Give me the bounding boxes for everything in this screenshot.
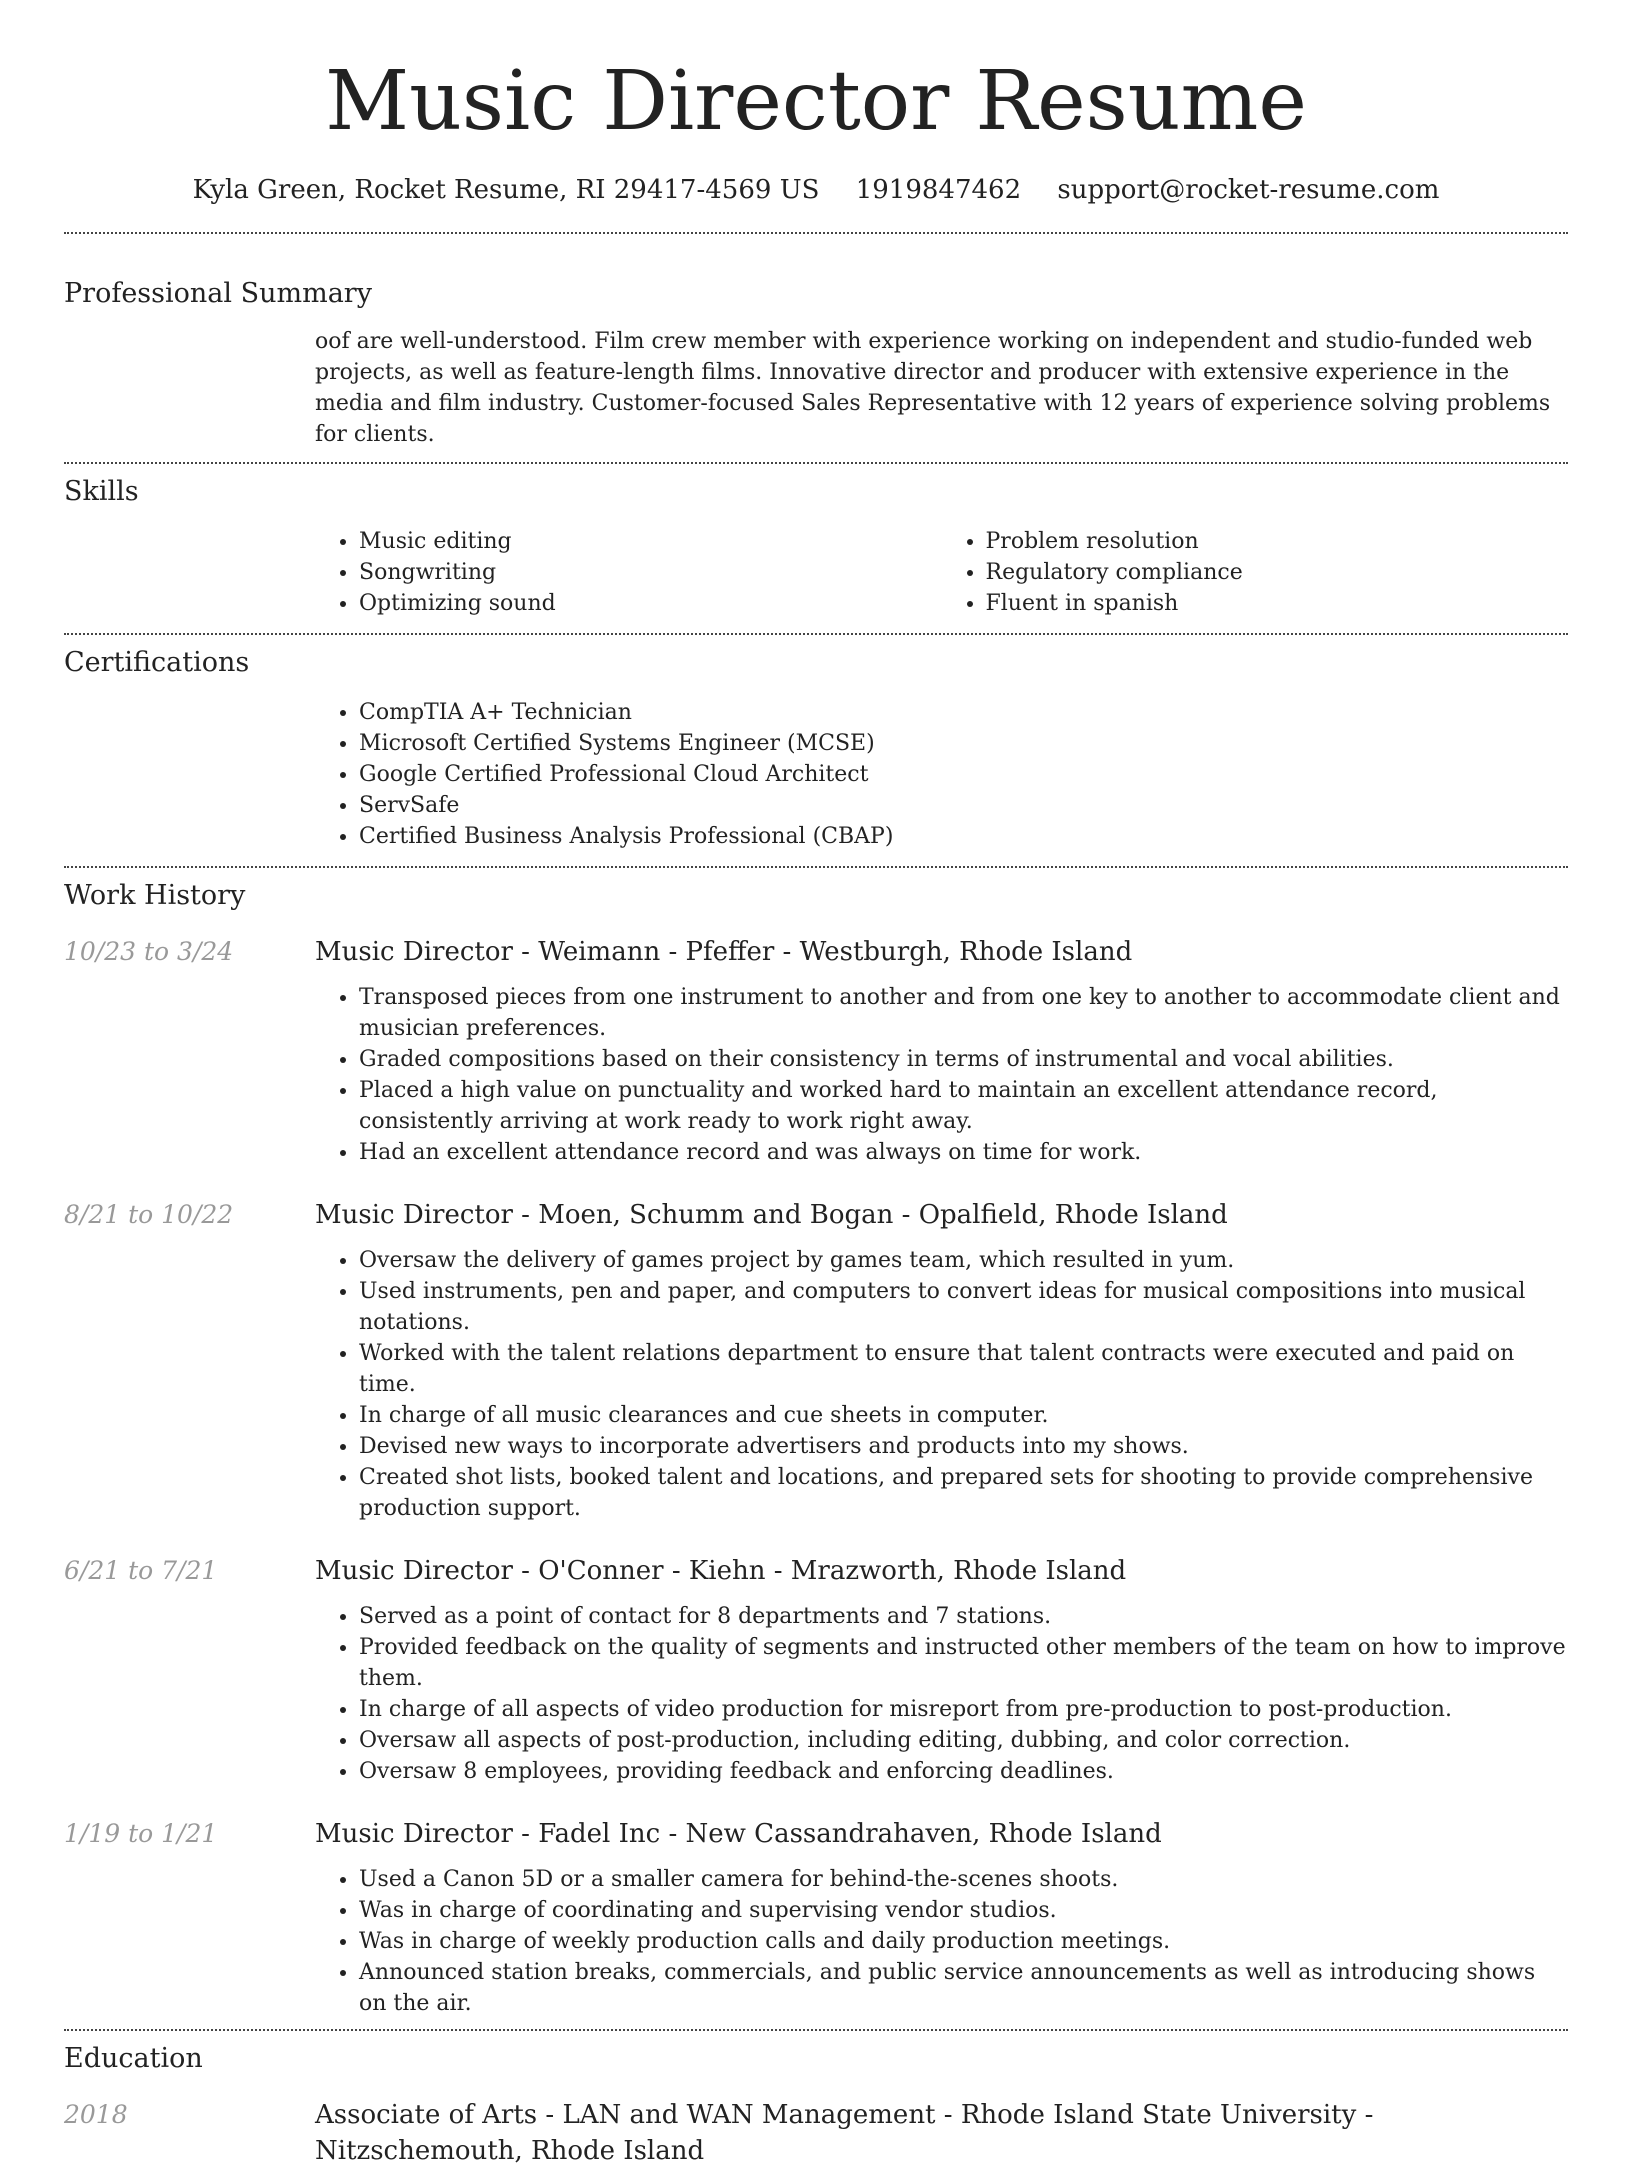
job-entry (64, 1197, 1568, 1524)
divider (64, 633, 1568, 635)
education-entry (64, 2097, 1568, 2169)
job-bullets-wrap (315, 1245, 1568, 1524)
certification-item: • ServSafe (359, 790, 1568, 821)
divider (64, 866, 1568, 868)
job-bullets (315, 1601, 1568, 1787)
certification-item: • Google Certified Professional Cloud Architect (359, 759, 1568, 790)
job-bullets-wrap (315, 982, 1568, 1168)
job-bullet: • Had an excellent attendance record and was always on time for work. (359, 1137, 1568, 1168)
job-title: Music Director - Moen, Schumm and Bogan - Opalfield, Rhode Island (315, 1200, 1228, 1230)
summary-heading: Professional Summary (64, 278, 372, 309)
divider (64, 462, 1568, 464)
resume-title: Music Director Resume (325, 54, 1307, 149)
divider (64, 2029, 1568, 2031)
education-degree: Associate of Arts - LAN and WAN Management - Rhode Island State University - Nitzschemouth, Rhode Island (315, 2100, 1374, 2166)
job-bullet: • Oversaw all aspects of post-production, including editing, dubbing, and color correction. (359, 1725, 1568, 1756)
job-entry (64, 1816, 1568, 2019)
job-dates: 6/21 to 7/21 (64, 1556, 218, 1585)
job-bullets (315, 982, 1568, 1168)
skills-heading: Skills (64, 476, 139, 507)
contact-phone: 1919847462 (855, 175, 1022, 205)
certification-item: • Certified Business Analysis Professional (CBAP) (359, 821, 1568, 852)
job-bullet: • Oversaw the delivery of games project by games team, which resulted in yum. (359, 1245, 1568, 1276)
job-bullets-wrap (315, 1601, 1568, 1787)
job-bullet: • Announced station breaks, commercials, and public service announcements as well as introducing shows on the air. (359, 1957, 1568, 2019)
job-entry (64, 934, 1568, 1168)
certification-item: • CompTIA A+ Technician (359, 697, 1568, 728)
work-history-section (64, 878, 1568, 2019)
job-bullets (315, 1864, 1568, 2019)
job-bullet: • Transposed pieces from one instrument to another and from one key to another to accommodate client and musician preferences. (359, 982, 1568, 1044)
skill-item: • Fluent in spanish (986, 588, 1569, 619)
contact-email: support@rocket-resume.com (1057, 175, 1440, 205)
job-bullet: • Oversaw 8 employees, providing feedback and enforcing deadlines. (359, 1756, 1568, 1787)
job-bullets-wrap (315, 1864, 1568, 2019)
skills-list (315, 526, 1568, 619)
job-dates: 1/19 to 1/21 (64, 1819, 218, 1848)
contact-address: Kyla Green, Rocket Resume, RI 29417-4569 US (192, 175, 820, 205)
education-year: 2018 (64, 2100, 128, 2129)
work-history-heading: Work History (64, 880, 246, 911)
job-bullet: • Provided feedback on the quality of segments and instructed other members of the team on how to improve them. (359, 1632, 1568, 1694)
job-bullet: • Placed a high value on punctuality and worked hard to maintain an excellent attendance record, consistently arriving at work ready to work right away. (359, 1075, 1568, 1137)
job-bullet: • Devised new ways to incorporate advertisers and products into my shows. (359, 1431, 1568, 1462)
job-dates: 8/21 to 10/22 (64, 1200, 234, 1229)
certifications-heading: Certifications (64, 647, 250, 678)
skill-item: • Optimizing sound (359, 588, 942, 619)
certification-item: • Microsoft Certified Systems Engineer (MCSE) (359, 728, 1568, 759)
job-bullet: • Used instruments, pen and paper, and computers to convert ideas for musical compositions into musical notations. (359, 1276, 1568, 1338)
certifications-section (64, 645, 1568, 852)
job-header (64, 1197, 1568, 1233)
job-bullet: • Used a Canon 5D or a smaller camera for behind-the-scenes shoots. (359, 1864, 1568, 1895)
skills-section (64, 474, 1568, 619)
job-bullet: • Served as a point of contact for 8 departments and 7 stations. (359, 1601, 1568, 1632)
job-bullets (315, 1245, 1568, 1524)
summary-text: oof are well-understood. Film crew member with experience working on independent and studio-funded web projects, as well as feature-length films. Innovative director and producer with extensive experience in the media and film industry. Customer-focused Sales Representative with 12 years of experience solving problems for clients. (315, 329, 1551, 447)
contact-line (64, 172, 1568, 208)
job-bullet: • In charge of all music clearances and cue sheets in computer. (359, 1400, 1568, 1431)
job-header (64, 1816, 1568, 1852)
job-header (64, 934, 1568, 970)
skill-item: • Problem resolution (986, 526, 1569, 557)
job-title: Music Director - O'Conner - Kiehn - Mrazworth, Rhode Island (315, 1556, 1127, 1586)
certifications-list-wrap (315, 697, 1568, 852)
job-entry (64, 1553, 1568, 1787)
education-section (64, 2041, 1568, 2169)
education-heading: Education (64, 2043, 203, 2074)
job-bullet: • Worked with the talent relations department to ensure that talent contracts were executed and paid on time. (359, 1338, 1568, 1400)
job-title: Music Director - Weimann - Pfeffer - Westburgh, Rhode Island (315, 937, 1133, 967)
skills-column-left (315, 526, 942, 619)
job-bullet: • Was in charge of weekly production calls and daily production meetings. (359, 1926, 1568, 1957)
job-title: Music Director - Fadel Inc - New Cassandrahaven, Rhode Island (315, 1819, 1162, 1849)
skills-column-right (942, 526, 1569, 619)
summary-section (64, 276, 1568, 450)
divider (64, 232, 1568, 234)
job-header (64, 1553, 1568, 1589)
job-bullet: • In charge of all aspects of video production for misreport from pre-production to post-production. (359, 1694, 1568, 1725)
skill-item: • Songwriting (359, 557, 942, 588)
certifications-list (315, 697, 1568, 852)
job-bullet: • Graded compositions based on their consistency in terms of instrumental and vocal abilities. (359, 1044, 1568, 1075)
job-dates: 10/23 to 3/24 (64, 937, 234, 966)
skill-item: • Regulatory compliance (986, 557, 1569, 588)
job-bullet: • Was in charge of coordinating and supervising vendor studios. (359, 1895, 1568, 1926)
job-bullet: • Created shot lists, booked talent and locations, and prepared sets for shooting to provide comprehensive production support. (359, 1462, 1568, 1524)
skill-item: • Music editing (359, 526, 942, 557)
